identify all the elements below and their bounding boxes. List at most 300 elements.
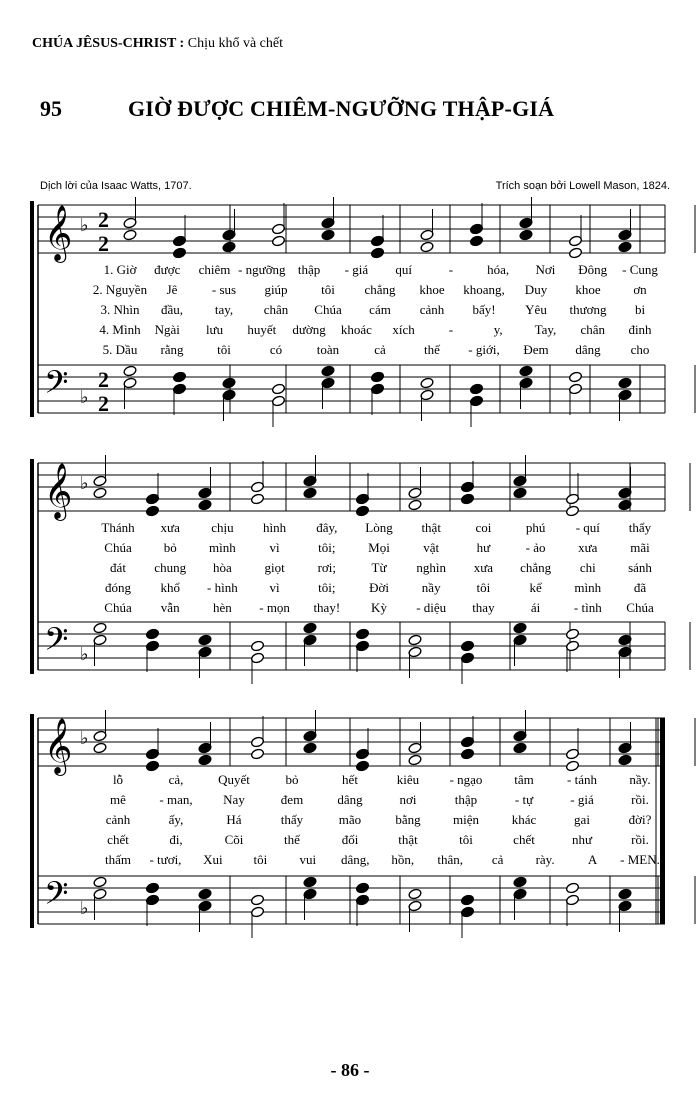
lyric-syllable: xưa (160, 520, 180, 535)
lyric-syllable: ơn (633, 282, 647, 297)
notehead (618, 229, 632, 241)
notehead (172, 247, 186, 259)
notehead (145, 748, 159, 760)
lyric-syllable: đem (280, 792, 304, 807)
notehead (321, 377, 335, 389)
lyric-syllable: - mọn (259, 600, 290, 615)
flat-key-signature-icon: ♭ (80, 215, 89, 236)
notehead (618, 754, 632, 766)
notehead (565, 493, 579, 505)
lyric-syllable: Tay, (534, 322, 557, 337)
lyric-syllable: huyết (247, 322, 277, 337)
notehead (250, 640, 264, 652)
notehead (513, 622, 527, 634)
treble-clef-icon: 𝄞 (44, 463, 73, 519)
notehead (460, 736, 474, 748)
notehead (271, 235, 285, 247)
lyric-syllable: 3. Nhìn (100, 302, 140, 317)
notehead (513, 634, 527, 646)
flat-key-signature-icon: ♭ (80, 644, 89, 665)
notehead (172, 235, 186, 247)
notehead (198, 499, 212, 511)
notehead (271, 395, 285, 407)
notehead (93, 622, 107, 634)
lyric-syllable: hóa, (487, 262, 510, 277)
lyric-syllable: 1. Giờ (103, 262, 137, 277)
notehead (513, 888, 527, 900)
notehead (618, 241, 632, 253)
notehead (198, 888, 212, 900)
hymn-title: GIỜ ĐƯỢC CHIÊM-NGƯỠNG THẬP-GIÁ (128, 96, 555, 121)
lyric-syllable: tâm (514, 772, 534, 787)
lyric-syllable: đát (110, 560, 126, 575)
notehead (568, 235, 582, 247)
lyric-syllable: cảnh (419, 302, 445, 317)
notehead (123, 217, 137, 229)
flat-key-signature-icon: ♭ (80, 898, 89, 919)
notehead (250, 481, 264, 493)
lyric-syllable: đầu, (160, 302, 184, 317)
notehead (565, 760, 579, 772)
notehead (198, 742, 212, 754)
notehead (145, 882, 159, 894)
lyric-syllable: 4. Mình (99, 322, 141, 337)
lyric-syllable: thấm (105, 852, 131, 867)
lyric-syllable: Lòng (365, 520, 393, 535)
lyric-syllable: miện (453, 812, 479, 827)
lyric-syllable: kiêu (396, 772, 420, 787)
notehead (303, 742, 317, 754)
hymn-number: 95 (40, 96, 62, 121)
lyric-syllable: Chúa (104, 540, 132, 555)
notehead (568, 371, 582, 383)
lyric-syllable: chiêm (198, 262, 231, 277)
lyric-syllable: tôi; (318, 580, 336, 595)
notehead (355, 505, 369, 517)
notehead (408, 634, 422, 646)
lyric-syllable: Nay (223, 792, 245, 807)
lyric-syllable: nầy. (629, 772, 651, 787)
lyric-syllable: phú (525, 520, 546, 535)
system-bracket (30, 201, 34, 417)
notehead (172, 371, 186, 383)
notehead (519, 217, 533, 229)
lyric-syllable: vẫn (160, 600, 180, 615)
notehead (618, 377, 632, 389)
lyric-syllable: được (154, 262, 181, 277)
lyric-syllable: - sus (211, 282, 237, 297)
lyric-syllable: Từ (371, 560, 387, 575)
lyric-syllable: mình (574, 580, 602, 595)
lyric-syllable: cả (491, 852, 504, 867)
time-signature-top: 2 (98, 207, 109, 232)
lyric-syllable: rơi; (317, 560, 337, 575)
lyric-syllable: đinh (628, 322, 652, 337)
notehead (355, 748, 369, 760)
time-signature-top: 2 (98, 367, 109, 392)
bass-clef-icon: 𝄢 (44, 364, 69, 408)
music-credit: Trích soạn bởi Lowell Mason, 1824. (495, 180, 670, 192)
lyric-syllable: khoác (340, 322, 372, 337)
lyric-syllable: Đem (523, 342, 549, 357)
notehead (408, 646, 422, 658)
lyric-syllable: đời? (628, 812, 652, 827)
notehead (370, 235, 384, 247)
system-bracket (30, 714, 34, 928)
notehead (618, 888, 632, 900)
notehead (145, 760, 159, 772)
notehead (198, 754, 212, 766)
notehead (460, 906, 474, 918)
notehead (222, 389, 236, 401)
notehead (303, 622, 317, 634)
lyric-syllable: Jê (166, 282, 178, 297)
notehead (123, 377, 137, 389)
lyric-syllable: đi, (169, 832, 183, 847)
lyric-syllable: chịu (211, 520, 234, 535)
notehead (303, 730, 317, 742)
notehead (321, 229, 335, 241)
notehead (123, 365, 137, 377)
bass-clef-icon: 𝄢 (44, 621, 69, 665)
notehead (271, 383, 285, 395)
lyric-syllable: mão (338, 812, 362, 827)
lyric-syllable: vật (423, 540, 440, 555)
notehead (222, 241, 236, 253)
notehead (198, 634, 212, 646)
lyric-syllable: lỗ (112, 772, 124, 787)
lyric-syllable: tay, (214, 302, 234, 317)
notehead (355, 640, 369, 652)
lyric-syllable: thấy (280, 812, 304, 827)
notehead (460, 640, 474, 652)
notehead (408, 900, 422, 912)
notehead (408, 742, 422, 754)
lyric-syllable: Đông (578, 262, 608, 277)
notehead (519, 365, 533, 377)
lyric-syllable: đây, (316, 520, 338, 535)
lyric-syllable: cả, (168, 772, 184, 787)
lyric-syllable: như (571, 832, 593, 847)
lyric-syllable: chẳng (364, 282, 396, 297)
lyric-syllable: cảnh (105, 812, 131, 827)
notehead (355, 894, 369, 906)
notehead (370, 247, 384, 259)
notehead (513, 876, 527, 888)
treble-clef-icon: 𝄞 (44, 718, 73, 774)
notehead (469, 235, 483, 247)
notehead (93, 888, 107, 900)
final-barline (660, 718, 665, 924)
notehead (460, 894, 474, 906)
notehead (145, 493, 159, 505)
flat-key-signature-icon: ♭ (80, 387, 89, 408)
notehead (460, 748, 474, 760)
notehead (618, 389, 632, 401)
notehead (565, 882, 579, 894)
notehead (198, 487, 212, 499)
lyric-syllable: Chúa (314, 302, 342, 317)
lyric-syllable: khoe (575, 282, 601, 297)
lyric-syllable: chẳng (520, 560, 552, 575)
lyric-syllable: y, (493, 322, 503, 337)
lyric-syllable: - ảo (525, 540, 546, 555)
lyric-syllable: đối (341, 832, 359, 847)
words-credit: Dịch lời của Isaac Watts, 1707. (40, 180, 192, 192)
lyric-syllable: vui (299, 852, 317, 867)
lyric-syllable: tôi (253, 852, 268, 867)
notehead (513, 730, 527, 742)
header-subsection: Chịu khổ và chết (187, 36, 283, 51)
lyric-syllable: hồn, (391, 852, 415, 867)
lyric-syllable: - quí (575, 520, 600, 535)
notehead (303, 876, 317, 888)
notehead (321, 365, 335, 377)
lyric-syllable: lưu (205, 322, 224, 337)
lyric-syllable: - MEN. (620, 852, 660, 867)
time-signature-bottom: 2 (98, 231, 109, 256)
notehead (420, 241, 434, 253)
lyric-syllable: Cõi (224, 832, 244, 847)
lyric-syllable: thế (424, 342, 440, 357)
lyric-syllable: - tự (514, 792, 534, 807)
lyric-syllable: rồi. (631, 832, 649, 847)
notehead (145, 628, 159, 640)
notehead (420, 389, 434, 401)
notehead (460, 652, 474, 664)
notehead (303, 888, 317, 900)
lyric-syllable: dâng (575, 342, 601, 357)
notehead (250, 906, 264, 918)
notehead (519, 377, 533, 389)
lyric-syllable: xích (392, 322, 415, 337)
notehead (420, 229, 434, 241)
lyric-syllable: ấy, (168, 812, 184, 827)
lyric-syllable: toàn (316, 342, 340, 357)
lyric-syllable: thay! (313, 600, 341, 615)
lyric-syllable: khác (511, 812, 537, 827)
lyric-syllable: ái (530, 600, 541, 615)
notehead (303, 634, 317, 646)
system-bracket (30, 459, 34, 674)
lyric-syllable: kể (529, 580, 542, 595)
lyric-syllable: tôi (321, 282, 335, 297)
notehead (93, 475, 107, 487)
lyric-syllable: hết (342, 772, 358, 787)
lyric-syllable: đã (633, 580, 647, 595)
notehead (250, 894, 264, 906)
lyric-syllable: mê (110, 792, 126, 807)
notehead (513, 742, 527, 754)
notehead (469, 223, 483, 235)
lyric-syllable: Thánh (101, 520, 135, 535)
lyric-syllable: cả (374, 342, 386, 357)
notehead (93, 742, 107, 754)
lyric-syllable: cám (369, 302, 391, 317)
notehead (618, 900, 632, 912)
lyric-syllable: tôi (459, 832, 473, 847)
lyric-syllable: nghìn (416, 560, 446, 575)
notehead (469, 395, 483, 407)
notehead (618, 742, 632, 754)
notehead (93, 487, 107, 499)
notehead (93, 634, 107, 646)
lyric-syllable: vì (269, 580, 280, 595)
notehead (303, 475, 317, 487)
lyric-syllable: Xui (203, 852, 223, 867)
lyric-syllable: Nơi (535, 262, 556, 277)
notehead (370, 371, 384, 383)
notehead (355, 628, 369, 640)
lyric-syllable: thật (398, 832, 418, 847)
notehead (321, 217, 335, 229)
lyric-syllable: Mọi (368, 540, 390, 555)
notehead (460, 493, 474, 505)
notehead (513, 475, 527, 487)
lyric-syllable: dâng, (341, 852, 370, 867)
lyric-syllable: - tánh (567, 772, 597, 787)
lyric-syllable: thay (472, 600, 495, 615)
notehead (250, 748, 264, 760)
lyric-syllable: vì (269, 540, 280, 555)
notehead (565, 640, 579, 652)
lyric-syllable: xưa (473, 560, 494, 575)
lyric-syllable: - giá (570, 792, 594, 807)
notehead (568, 383, 582, 395)
lyric-syllable: hèn (213, 600, 232, 615)
lyric-syllable: bấy! (472, 302, 496, 317)
lyric-syllable: A (587, 852, 598, 867)
bass-clef-icon: 𝄢 (44, 875, 69, 919)
notehead (408, 888, 422, 900)
lyric-syllable: khổ (160, 580, 180, 595)
lyric-syllable: - ngưỡng (238, 262, 286, 277)
lyric-syllable: - hình (207, 580, 238, 595)
notehead (222, 229, 236, 241)
lyric-syllable: đóng (105, 580, 131, 595)
notehead (145, 640, 159, 652)
lyric-syllable: 5. Dầu (102, 342, 138, 357)
lyric-syllable: bằng (395, 812, 421, 827)
notehead (565, 628, 579, 640)
lyric-syllable: Đời (369, 580, 389, 595)
lyric-syllable: khoe (419, 282, 445, 297)
lyric-syllable: chung (154, 560, 187, 575)
notehead (460, 481, 474, 493)
lyric-syllable: dâng (337, 792, 363, 807)
notehead (145, 894, 159, 906)
notehead (123, 229, 137, 241)
lyric-syllable: - ngạo (449, 772, 483, 787)
lyric-syllable: Há (226, 812, 242, 827)
lyric-syllable: nơi (399, 792, 417, 807)
lyric-syllable: rày. (535, 852, 555, 867)
flat-key-signature-icon: ♭ (80, 473, 89, 494)
lyric-syllable: Quyết (218, 772, 250, 787)
notehead (519, 229, 533, 241)
notehead (408, 487, 422, 499)
lyric-syllable: có (269, 342, 283, 357)
lyric-syllable: Duy (524, 282, 548, 297)
lyric-syllable: khoang, (463, 282, 505, 297)
lyric-syllable: bỏ (285, 772, 299, 787)
lyric-syllable: cho (630, 342, 650, 357)
header-section: CHÚA JÊSUS-CHRIST : (32, 36, 185, 51)
notehead (355, 493, 369, 505)
lyric-syllable: giọt (264, 560, 285, 575)
notehead (222, 377, 236, 389)
lyric-syllable: sánh (628, 560, 652, 575)
notehead (271, 223, 285, 235)
notehead (408, 499, 422, 511)
notehead (198, 900, 212, 912)
lyric-syllable: tôi (476, 580, 491, 595)
lyric-syllable: hòa (213, 560, 232, 575)
notehead (303, 487, 317, 499)
lyric-syllable: thẩy (628, 520, 652, 535)
notehead (565, 894, 579, 906)
lyric-syllable: - diệu (416, 600, 447, 615)
lyric-syllable: hư (476, 540, 491, 555)
lyric-syllable: - giá (344, 262, 369, 277)
lyric-syllable: thương (569, 302, 607, 317)
lyric-syllable: quí (395, 262, 412, 277)
lyric-syllable: gai (574, 812, 590, 827)
page-number: - 86 - (330, 1060, 370, 1080)
lyric-syllable: 2. Nguyền (92, 282, 148, 297)
lyric-syllable: Chúa (104, 600, 132, 615)
notehead (93, 730, 107, 742)
lyric-syllable: thập (454, 792, 478, 807)
notehead (568, 247, 582, 259)
lyric-syllable: hình (263, 520, 287, 535)
notehead (355, 760, 369, 772)
lyric-syllable: xưa (578, 540, 598, 555)
lyric-syllable: mình (209, 540, 236, 555)
lyric-syllable: thân, (437, 852, 463, 867)
lyric-syllable: - (448, 322, 454, 337)
notehead (408, 754, 422, 766)
notehead (469, 383, 483, 395)
lyric-syllable: chân (580, 322, 605, 337)
time-signature-bottom: 2 (98, 391, 109, 416)
lyric-syllable: mãi (630, 540, 650, 555)
lyric-syllable: thập (297, 262, 321, 277)
treble-clef-icon: 𝄞 (44, 205, 73, 261)
notehead (198, 646, 212, 658)
lyric-syllable: nầy (421, 580, 441, 595)
lyric-syllable: bỏ (163, 540, 177, 555)
lyric-syllable: chết (107, 832, 129, 847)
notehead (565, 748, 579, 760)
lyric-syllable: bi (634, 302, 646, 317)
notehead (250, 493, 264, 505)
lyric-syllable: tôi (217, 342, 231, 357)
lyric-syllable: thế (284, 832, 300, 847)
flat-key-signature-icon: ♭ (80, 728, 89, 749)
lyric-syllable: Ngài (154, 322, 180, 337)
lyric-syllable: - Cung (622, 262, 658, 277)
lyric-syllable: - tình (573, 600, 602, 615)
lyric-syllable: chân (263, 302, 289, 317)
notehead (370, 383, 384, 395)
lyric-syllable: - man, (159, 792, 193, 807)
lyric-syllable: Yêu (525, 302, 547, 317)
lyric-syllable: - giới, (468, 342, 500, 357)
notehead (513, 487, 527, 499)
lyric-syllable: tôi; (318, 540, 336, 555)
notehead (172, 383, 186, 395)
